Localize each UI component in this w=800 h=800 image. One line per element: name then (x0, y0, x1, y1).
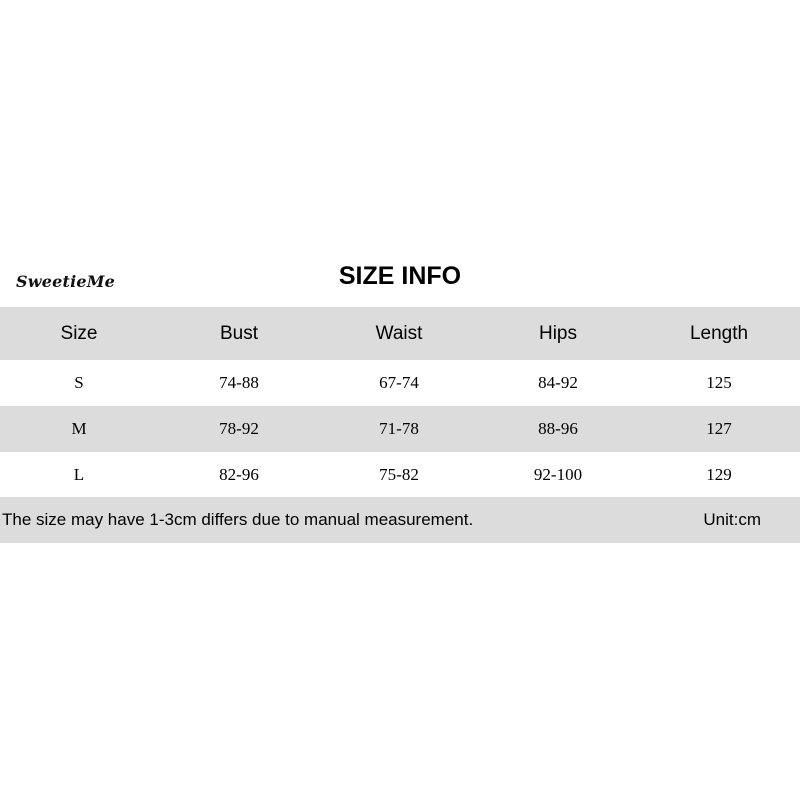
table-header-row (0, 307, 800, 360)
cell-waist: 71-78 (379, 419, 419, 438)
table-row (0, 452, 800, 498)
header-bust: Bust (219, 322, 259, 344)
cell-size: M (71, 419, 87, 438)
brand-logo: SweetieMe (16, 272, 116, 291)
measurement-note: The size may have 1-3cm differs due to manual measurement. (2, 510, 474, 529)
header-length: Length (689, 322, 749, 344)
header-size: Size (60, 322, 98, 344)
cell-size: S (74, 373, 84, 392)
cell-bust: 74-88 (219, 373, 259, 392)
cell-hips: 84-92 (538, 373, 578, 392)
table-row (0, 406, 800, 452)
cell-length: 125 (706, 373, 732, 392)
cell-hips: 92-100 (533, 465, 583, 484)
cell-waist: 75-82 (379, 465, 419, 484)
cell-length: 127 (706, 419, 732, 438)
header-waist: Waist (375, 322, 423, 344)
cell-bust: 78-92 (219, 419, 259, 438)
size-table (0, 307, 800, 498)
cell-size: L (73, 465, 85, 484)
page-title: SIZE INFO (338, 262, 462, 290)
cell-length: 129 (706, 465, 732, 484)
unit-label: Unit:cm (703, 510, 761, 529)
cell-hips: 88-96 (538, 419, 578, 438)
cell-waist: 67-74 (379, 373, 419, 392)
cell-bust: 82-96 (219, 465, 259, 484)
footer-note-bar (0, 497, 800, 543)
header-hips: Hips (538, 322, 577, 344)
table-row (0, 360, 800, 406)
